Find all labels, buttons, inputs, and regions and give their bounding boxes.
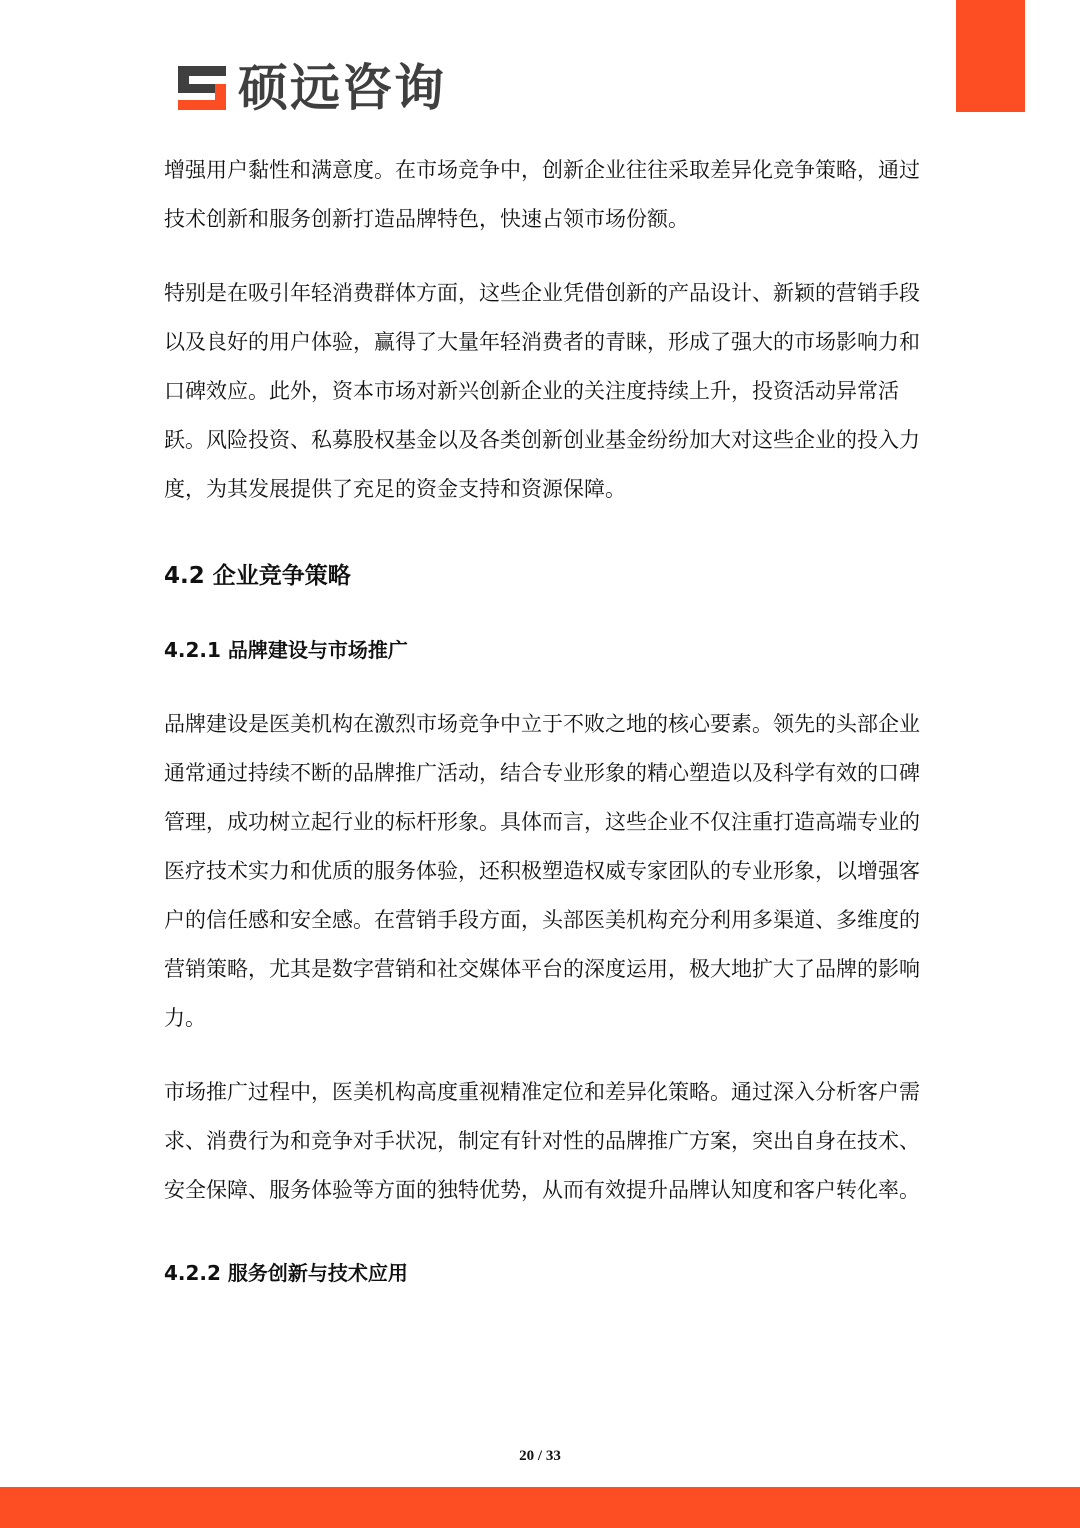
brand-name: 硕远咨询 — [238, 59, 446, 117]
paragraph-intro-continued: 增强用户黏性和满意度。在市场竞争中，创新企业往往采取差异化竞争策略，通过技术创新和服务创新打造品牌特色，快速占领市场份额。 — [164, 158, 920, 231]
brand-logo — [176, 58, 446, 118]
subsection-heading-4-2-1: 4.2.1 品牌建设与市场推广 — [164, 638, 408, 662]
brand-logo-icon — [176, 62, 228, 114]
subsection-heading-4-2-2: 4.2.2 服务创新与技术应用 — [164, 1261, 408, 1285]
paragraph-young-consumers: 特别是在吸引年轻消费群体方面，这些企业凭借创新的产品设计、新颖的营销手段以及良好的用户体验，赢得了大量年轻消费者的青睐，形成了强大的市场影响力和口碑效应。此外，资本市场对新兴创新企业的关注度持续上升，投资活动异常活跃。风险投资、私募股权基金以及各类创新创业基金纷纷加大对这些企业的投入力度，为其发展提供了充足的资金支持和资源保障。 — [164, 281, 920, 501]
page-number: 20 / 33 — [519, 1448, 561, 1464]
paragraph-market-promotion: 市场推广过程中，医美机构高度重视精准定位和差异化策略。通过深入分析客户需求、消费行为和竞争对手状况，制定有针对性的品牌推广方案，突出自身在技术、安全保障、服务体验等方面的独特优势，从而有效提升品牌认知度和客户转化率。 — [164, 1080, 920, 1202]
section-heading-4-2: 4.2 企业竞争策略 — [164, 563, 351, 589]
document-body — [164, 146, 920, 1291]
footer-accent-bar — [0, 1487, 1080, 1528]
corner-accent-tab — [956, 0, 1025, 112]
paragraph-brand-building: 品牌建设是医美机构在激烈市场竞争中立于不败之地的核心要素。领先的头部企业通常通过持续不断的品牌推广活动，结合专业形象的精心塑造以及科学有效的口碑管理，成功树立起行业的标杆形象。具体而言，这些企业不仅注重打造高端专业的医疗技术实力和优质的服务体验，还积极塑造权威专家团队的专业形象，以增强客户的信任感和安全感。在营销手段方面，头部医美机构充分利用多渠道、多维度的营销策略，尤其是数字营销和社交媒体平台的深度运用，极大地扩大了品牌的影响力。 — [164, 712, 920, 1030]
